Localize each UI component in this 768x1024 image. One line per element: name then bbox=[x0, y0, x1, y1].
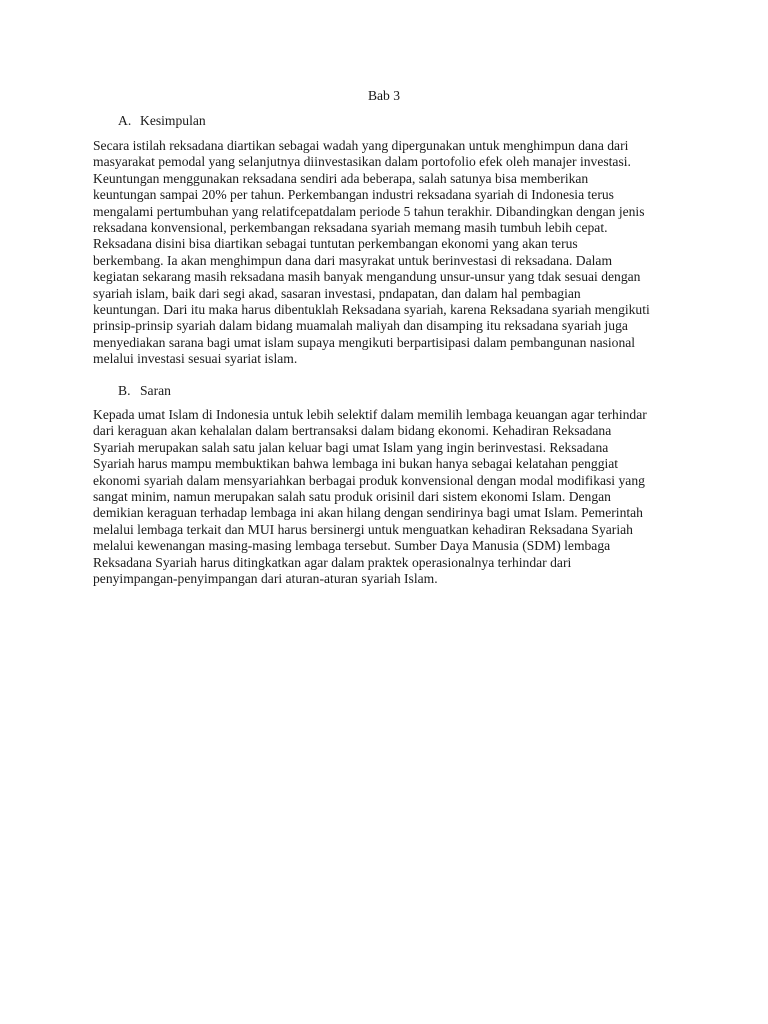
paragraph-line: Syariah merupakan salah satu jalan keluar bagi umat Islam yang ingin berinvestasi. Reksadana bbox=[93, 439, 609, 455]
paragraph-line: penyimpangan-penyimpangan dari aturan-aturan syariah Islam. bbox=[93, 571, 438, 587]
paragraph-line: Keuntungan menggunakan reksadana sendiri ada beberapa, salah satunya bisa memberikan bbox=[93, 170, 589, 186]
paragraph-line: demikian keraguan terhadap lembaga ini akan hilang dengan sendirinya bagi umat Islam. Pemerintah bbox=[93, 505, 643, 521]
paragraph-line: berkembang. Ia akan menghimpun dana dari masyrakat untuk berinvestasi di reksadana. Dalam bbox=[93, 252, 613, 268]
paragraph-line: melalui kewenangan masing-masing lembaga tersebut. Sumber Daya Manusia (SDM) lembaga bbox=[93, 538, 611, 554]
section-heading-text: Kesimpulan bbox=[140, 113, 206, 128]
paragraph-line: sangat minim, namun merupakan salah satu produk orisinil dari sistem ekonomi Islam. Dengan bbox=[93, 489, 611, 505]
paragraph-line: keuntungan sampai 20% per tahun. Perkembangan industri reksadana syariah di Indonesia terus bbox=[93, 187, 614, 203]
paragraph-line: Syariah harus mampu membuktikan bahwa lembaga ini bukan hanya sebagai kelatahan penggiat bbox=[93, 456, 619, 472]
paragraph-line: menyediakan sarana bagi umat islam supaya mengikuti berpartisipasi dalam pembangunan nasional bbox=[93, 334, 636, 350]
paragraph-line: dari keraguan akan kehalalan dalam bertransaksi dalam bidang ekonomi. Kehadiran Reksadana bbox=[93, 423, 612, 439]
paragraph-line: Reksadana disini bisa diartikan sebagai tuntutan perkembangan ekonomi yang akan terus bbox=[93, 236, 578, 252]
paragraph-line: melalui investasi sesuai syariat islam. bbox=[93, 351, 298, 367]
paragraph-line: melalui lembaga terkait dan MUI harus bersinergi untuk menguatkan kehadiran Reksadana Syariah bbox=[93, 521, 633, 537]
paragraph-line: prinsip-prinsip syariah dalam bidang muamalah maliyah dan disamping itu reksadana syariah juga bbox=[93, 318, 628, 334]
paragraph-kesimpulan bbox=[93, 138, 693, 368]
paragraph-line: masyarakat pemodal yang selanjutnya diinvestasikan dalam portofolio efek oleh manajer investasi. bbox=[93, 154, 631, 170]
paragraph-saran bbox=[93, 407, 693, 587]
section-heading-saran bbox=[118, 382, 171, 400]
chapter-title: Bab 3 bbox=[367, 88, 401, 103]
paragraph-line: Reksadana Syariah harus ditingkatkan agar dalam praktek operasionalnya terhindar dari bbox=[93, 554, 572, 570]
paragraph-line: reksadana konvensional, perkembangan reksadana syariah memang masih tumbuh lebih cepat. bbox=[93, 220, 608, 236]
paragraph-line: Secara istilah reksadana diartikan sebagai wadah yang dipergunakan untuk menghimpun dana dari bbox=[93, 138, 629, 153]
section-heading-text: Saran bbox=[140, 383, 171, 398]
paragraph-line: syariah islam, baik dari segi akad, sasaran investasi, pndapatan, dan dalam hal pembagian bbox=[93, 285, 581, 301]
section-heading-kesimpulan bbox=[118, 112, 206, 130]
paragraph-line: Kepada umat Islam di Indonesia untuk lebih selektif dalam memilih lembaga keuangan agar terhindar bbox=[93, 407, 647, 422]
section-letter: B. bbox=[118, 383, 131, 398]
paragraph-line: kegiatan sekarang masih reksadana masih banyak mengandung unsur-unsur yang tdak sesuai dengan bbox=[93, 269, 641, 285]
paragraph-line: mengalami pertumbuhan yang relatifcepatdalam periode 5 tahun terakhir. Dibandingkan dengan jenis bbox=[93, 203, 645, 219]
paragraph-line: keuntungan. Dari itu maka harus dibentuklah Reksadana syariah, karena Reksadana syariah mengikuti bbox=[93, 302, 650, 318]
section-letter: A. bbox=[118, 113, 132, 128]
paragraph-line: ekonomi syariah dalam mensyariahkan berbagai produk konvensional dengan modal modifikasi yang bbox=[93, 472, 645, 488]
